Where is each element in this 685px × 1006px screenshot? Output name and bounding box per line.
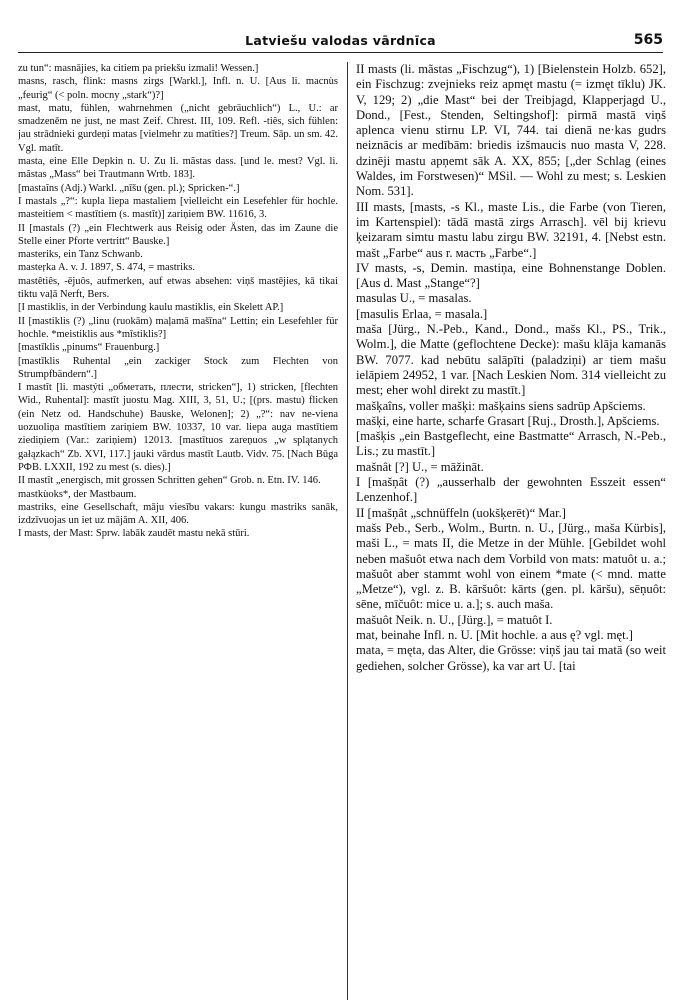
entry: I mastals „?“: kupla liepa mastaliem [vielleicht ein Lesefehler für hochle. masteitiem < mastītiem (s. mastīt)] zariņiem BW. 11616, 3. bbox=[18, 195, 338, 221]
entry: mastêtiês, -ējuôs, aufmerken, auf etwas absehen: viņš mastējies, kā tikai tiktu vaļā Nerft, Bers. bbox=[18, 275, 338, 301]
page-number: 565 bbox=[633, 32, 663, 48]
entry: mastriks, eine Gesellschaft, māju viesību vakars: kungu mastriks sanāk, izdzīvuojas un iet uz mājām A. XII, 406. bbox=[18, 501, 338, 527]
entry: mašnât [?] U., = māžināt. bbox=[356, 459, 484, 474]
entry: mašuôt Neik. n. U., [Jürg.], = matuôt I. bbox=[356, 612, 553, 627]
entry: [masulis Erlaa, = masala.] bbox=[356, 306, 488, 321]
column-divider bbox=[347, 62, 348, 1000]
entry: mašs Peb., Serb., Wolm., Burtn. n. U., [Jürg., maša Kürbis], maši L., = mats II, die Metze in der Mühle. [Gebildet wohl neben mašuôt etwa nach dem Vorbild von mats: matuôt u. a.; mašuôt aber stammt wohl von einem *mate (< mnd. matte „Metze“), vgl. z. B. kāršuôt: kārts (gen. pl. kāršu), sēņuôt: sēne, mīčuôt: mice u. a.]; s. auch maša. bbox=[356, 520, 666, 612]
entry: I mastît [li. mastýti „обметать, плести, stricken“], 1) stricken, [flechten Wid., Ruhental]: mastīt juostu Mag. XIII, 3, 51, U.; [(prs. mastu) flicken (ein Netz od. Handschuhe) Bauske, Welonen]; 2) „?“: nav ne-viena uozuoliņa mastītiem zariņiem BW. 10337, 10 var. liepa auga mastītiem ziediņiem (Var.: zariņiem) 12013. [mastītuos zareņuos „w splątanych gałązkach“ Zb. XVI, 117.] jauki vārdus mastīt Lautb. Vidv. 75. [Nach Būga РФВ. LXXII, 192 zu mest (s. dies).] bbox=[18, 382, 338, 473]
entry: II [mašņât „schnüffeln (uokšķerēt)“ Mar.] bbox=[356, 505, 566, 520]
entry: III masts, [masts, -s Kl., maste Lis., die Farbe (von Tieren, im Kartenspiel): tādā mastā zirgs Arrasch]. vēl bij krievu ķeizaram simtu mastu labu zirgu BW. 32191, 4. [Nebst estn. mašt „Farbe“ aus r. масть „Farbe“.] bbox=[356, 199, 666, 260]
entry: mata, = męta, das Alter, die Grösse: viņš jau tai matā (so weit gediehen, solcher Grösse), ka var art U. [tai bbox=[356, 643, 666, 673]
entry: [I mastiklis, in der Verbindung kaulu mastiklis, ein Skelett AP.] bbox=[18, 302, 284, 314]
running-title: Latviešu valodas vārdnīca bbox=[245, 33, 436, 48]
entry: masta, eine Elle Depkin n. U. Zu li. mãstas dass. [und le. mest? Vgl. li. mãstas „Mass“ bei Trautmann Wrtb. 183]. bbox=[18, 156, 338, 181]
entry: mašķaîns, voller mašķi: mašķains siens sadrūp Apšciems. bbox=[356, 398, 646, 413]
entry: [mastīklis „pinums“ Frauenburg.] bbox=[18, 342, 160, 354]
entry: II [mastals (?) „ein Flechtwerk aus Reisig oder Ästen, das im Zaune die Stelle einer Pforte vertritt“ Bauske.] bbox=[18, 222, 338, 247]
entry: IV masts, -s, Demin. mastiņa, eine Bohnenstange Doblen. [Aus d. Mast „Stange“?] bbox=[356, 260, 666, 291]
entry: masteŗka A. v. J. 1897, S. 474, = mastriks. bbox=[18, 262, 196, 274]
entry: I masts, der Mast: Sprw. labāk zaudēt mastu nekā stūri. bbox=[18, 528, 250, 540]
entry: mat, beinahe Infl. n. U. [Mit hochle. a aus ę? vgl. męt.] bbox=[356, 627, 633, 642]
entry: masteriks, ein Tanz Schwanb. bbox=[18, 249, 143, 261]
left-column bbox=[18, 62, 338, 1000]
entry: I [mašņât (?) „ausserhalb der gewohnten Esszeit essen“ Lenzenhof.] bbox=[356, 475, 666, 505]
entry: masulas U., = masalas. bbox=[356, 291, 472, 306]
entry: II [mastiklis (?) „linu (ruokām) maļamā mašīna“ Lettin; ein Lesefehler für hochle. *meistiklis aus *mīstiklis?] bbox=[18, 315, 338, 340]
entry: II masts (li. mãstas „Fischzug“), 1) [Bielenstein Holzb. 652], ein Fischzug: zvejnieks reiz apmęt mastu (= izmęt tīklu) JK. V, 129; 2) „die Mast“ bei der Treibjagd, Klapperjagd U., Dond., [Fest., Stenden, Seltingshof]: pirmā mastā viņš aplenca vienu stirnu LP. VI, 744. tai dienā ne·kas gudrs neiznācis ar medībām: briedis izšmaucis nuo masta V, 228. dzinēji mastu apņemt sāk A. XX, 855; [„der Schlag (eines Waldes, im Forstwesen)“ MSil. — Wohl zu mest; s. Leskien Nom. 531]. bbox=[356, 62, 666, 199]
page-header bbox=[18, 30, 663, 53]
entry: [mastaîns (Adj.) Warkl. „nīšu (gen. pl.); Spricken-“.] bbox=[18, 182, 240, 194]
entry: mastkùoks*, der Mastbaum. bbox=[18, 488, 137, 500]
entry: II mastît „energisch, mit grossen Schritten gehen“ Grob. n. Etn. IV. 146. bbox=[18, 475, 321, 487]
entry: mast, matu, fühlen, wahrnehmen („nicht gebräuchlich“) L., U.: ar smadzeněm ne just, ne mast Zeif. Chrest. III, 109. Refl. -tiês, sich fühlen: jau strādnieki gurdeņi matas [vielmehr zu matīties?] Treum. Sāp. un sm. 42. Vgl. matīt. bbox=[18, 102, 338, 154]
entry: maša [Jürg., N.-Peb., Kand., Dond., mašs Kl., PS., Trik., Wolm.], die Matte (geflochtene Decke): mašu klāja kamanās BW. 7077. kad nebūtu salāpīti (paladziņi) ar tiem mašu ielāpiem 24952, 1 var. [Nach Leskien Nom. 314 vielleicht zu mest; eher wohl direkt zu mastīt.] bbox=[356, 322, 666, 398]
entry: mašķi, eine harte, scharfe Grasart [Ruj., Drosth.], Apšciems. bbox=[356, 413, 660, 428]
entry: [mašķis „ein Bastgeflecht, eine Bastmatte“ Arrasch, N.-Peb., Lis.; zu mastīt.] bbox=[356, 429, 666, 459]
entry: [mastīklis Ruhental „ein zackiger Stock zum Flechten von Strumpfbändern“.] bbox=[18, 355, 338, 380]
right-column bbox=[356, 62, 666, 1000]
entry: zu tun“: masnājies, ka citiem pa priekšu izmali! Wessen.] bbox=[18, 63, 259, 74]
entry: masns, rasch, flink: masns zirgs [Warkl.], Infl. n. U. [Aus li. macnùs „feurig“ (< poln. mocny „stark“)?] bbox=[18, 76, 338, 101]
